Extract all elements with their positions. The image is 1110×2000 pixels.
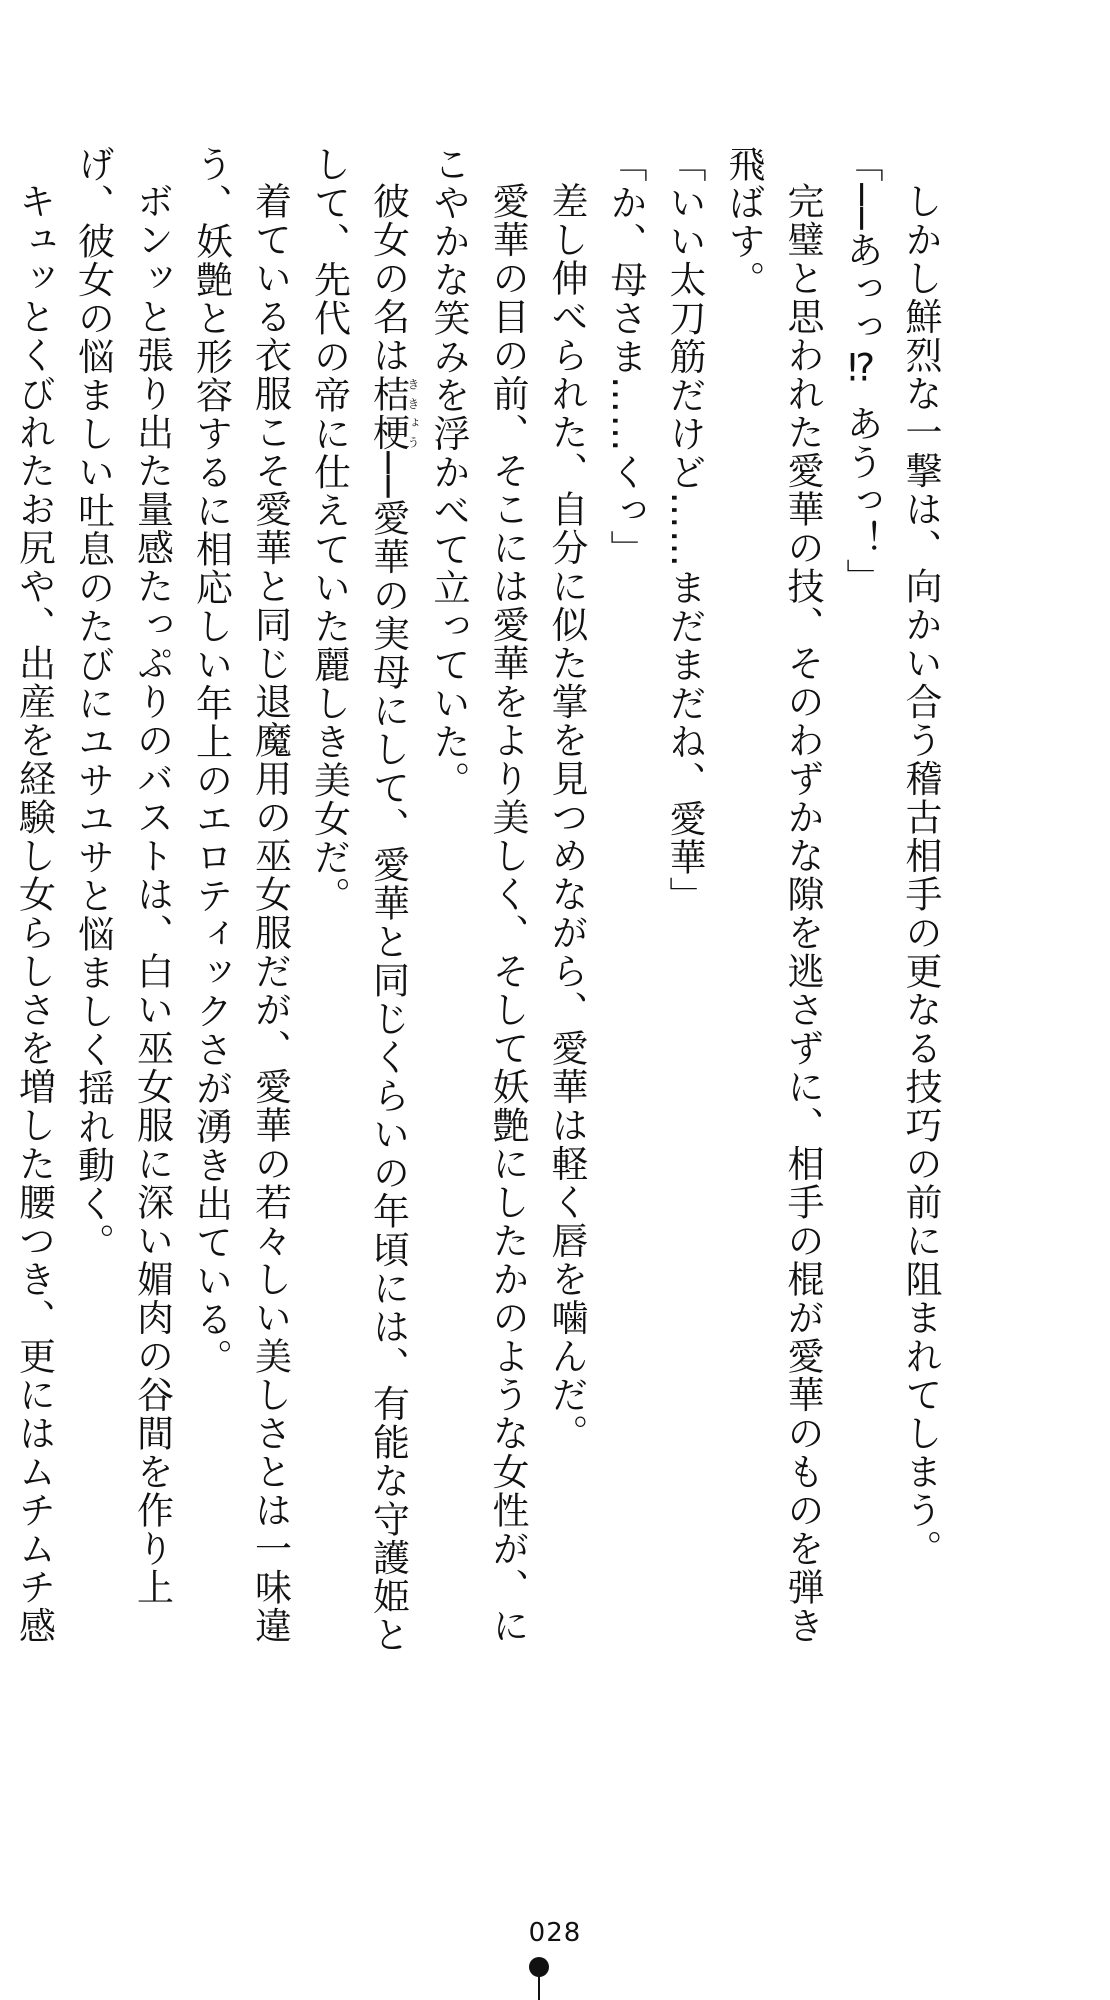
paragraph: 着ている衣服こそ愛華と同じ退魔用の巫女服だが、愛華の若々しい美しさとは一味違う、妖艶と形容するに相応しい年上のエロティックさが湧き出ている。 [189, 145, 292, 1645]
ruby-name [366, 374, 420, 452]
paragraph: しかし鮮烈な一撃は、向かい合う稽古相手の更なる技巧の前に阻まれてしまう。 [899, 182, 942, 1568]
page-marker-dot [529, 1957, 549, 1977]
paragraph: キュッとくびれたお尻や、出産を経験し女らしさを増した腰つき、更にはムチムチ感 [12, 182, 56, 1645]
paragraph-with-ruby [300, 145, 420, 1665]
dialogue-line: 「か、母さま……くっ」 [604, 145, 647, 569]
dialogue-line: 「いい太刀筋だけど……まだまだね、愛華」 [663, 145, 706, 915]
paragraph: 差し伸べられた、自分に似た掌を見つめながら、愛華は軽く唇を噛んだ。 [545, 182, 588, 1453]
ruby-reading: ききょう [406, 374, 420, 452]
ruby-base: 桔梗 [366, 374, 410, 452]
paragraph: 完璧と思われた愛華の技、そのわずかな隙を逃さずに、相手の棍が愛華のものを弾き飛ばす。 [722, 145, 824, 1645]
page-number: 028 [528, 1918, 582, 1948]
text-span: 彼女の名は [366, 182, 410, 375]
page-marker-line [538, 1975, 540, 2000]
body-text [12, 145, 950, 1665]
dialogue-line: 「──あっっ⁉ あうっ！」 [840, 145, 883, 597]
paragraph: ボンッと張り出た量感たっぷりのバストは、白い巫女服に深い媚肉の谷間を作り上げ、彼女の悩ましい吐息のたびにユサユサと悩ましく揺れ動く。 [71, 145, 174, 1607]
paragraph: 愛華の目の前、そこには愛華をより美しく、そして妖艶にしたかのような女性が、にこやかな笑みを浮かべて立っていた。 [427, 145, 529, 1645]
text-span: ──愛華の実母にして、愛華と同じくらいの年頃には、有能な守護姫として、先代の帝に仕えていた麗しき美女だ。 [307, 145, 410, 1655]
